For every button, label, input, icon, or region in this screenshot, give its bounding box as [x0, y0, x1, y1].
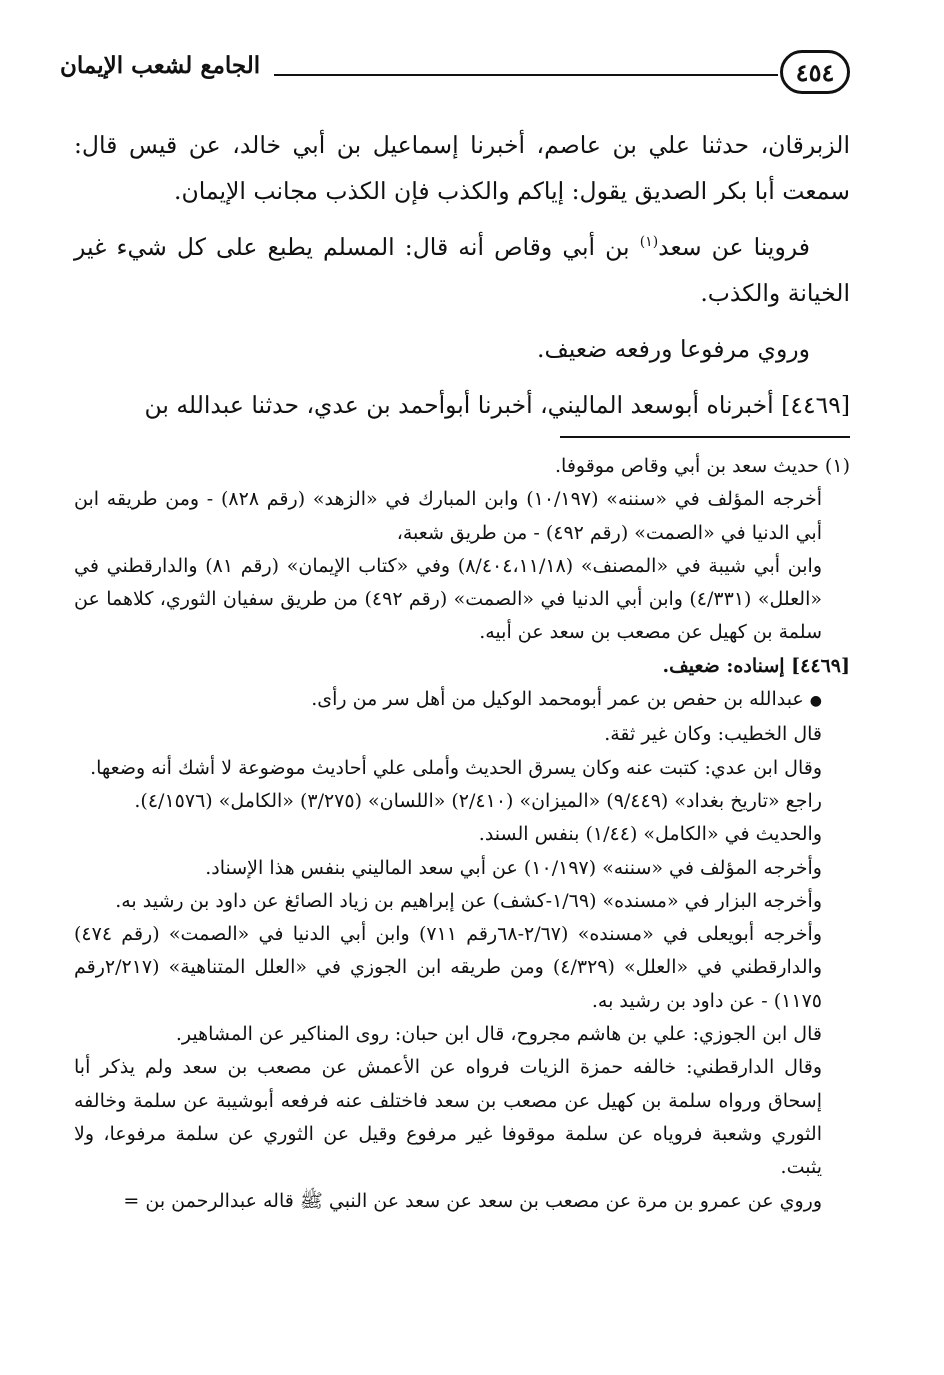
footnote: وقال الدارقطني: خالفه حمزة الزيات فرواه عن الأعمش عن مصعب بن سعد ولم يذكر أبا إسحاق ورواه سلمة بن كهيل عن مصعب بن سعد فاختلف عنه فرفعه أبوشيبة عن سلمة وخالفه الثوري وشعبة فروياه عن سلمة موقوفا غير مرفوع وقيل عن الثوري عن سلمة مرفوعا، ولا يثبت.: [74, 1056, 822, 1179]
footnote-label: [٤٤٦٩] إسناده:: [726, 654, 850, 677]
footnote: راجع «تاريخ بغداد» (٩/٤٤٩) «الميزان» (٢/٤١٠) «اللسان» (٣/٢٧٥) «الكامل» (٤/١٥٧٦).: [134, 789, 822, 812]
footnote: (١) حديث سعد بن أبي وقاص موقوفا.: [555, 455, 850, 477]
footnotes: [74, 450, 850, 1218]
paragraph-text: بن أبي وقاص أنه قال: المسلم يطبع على كل شيء غير الخيانة والكذب.: [74, 233, 850, 307]
bullet-icon: ●: [809, 693, 822, 710]
footnote: وقال ابن عدي: كتبت عنه وكان يسرق الحديث وأملى علي أحاديث موضوعة لا أشك أنه وضعها.: [90, 756, 822, 779]
footnote: قال ابن الجوزي: علي بن هاشم مجروح، قال ابن حبان: روى المناكير عن المشاهير.: [175, 1023, 822, 1046]
footnote: [74, 650, 850, 683]
footnote: وأخرجه المؤلف في «سننه» (١٠/١٩٧) عن أبي سعد الماليني بنفس هذا الإسناد.: [205, 856, 822, 879]
main-text: [74, 122, 850, 438]
page-header: [60, 44, 850, 108]
footnote: [74, 683, 850, 718]
footnote: وروي عن عمرو بن مرة عن مصعب بن سعد عن سعد عن النبي ﷺ قاله عبدالرحمن بن =: [123, 1189, 822, 1212]
paragraph: وروي مرفوعا ورفعه ضعيف.: [536, 335, 810, 363]
book-title: الجامع لشعب الإيمان: [60, 52, 261, 79]
paragraph: الزبرقان، حدثنا علي بن عاصم، أخبرنا إسماعيل بن أبي خالد، عن قيس قال: سمعت أبا بكر الصديق يقول: إياكم والكذب فإن الكذب مجانب الإيمان.: [74, 131, 850, 205]
paragraph-text: فروينا عن سعد: [658, 233, 810, 261]
footnote: وأخرجه البزار في «مسنده» (١/٦٩-كشف) عن إبراهيم بن زياد الصائغ عن داود بن رشيد به.: [115, 889, 822, 912]
footnote-text: عبدالله بن حفص بن عمر أبومحمد الوكيل من أهل سر من رأى.: [311, 688, 804, 711]
footnote-marker: (١): [639, 234, 659, 251]
footnote: وابن أبي شيبة في «المصنف» (٨/٤٠٤،١١/١٨) وفي «كتاب الإيمان» (رقم ٨١) والدارقطني في «العلل» (٤/٣٣١) وابن أبي الدنيا في «الصمت» (رقم ٤٩٢) من طريق سفيان الثوري، كلاهما عن سلمة بن كهيل عن مصعب بن سعد عن أبيه.: [74, 554, 822, 644]
paragraph: [74, 224, 850, 316]
paragraph: [٤٤٦٩] أخبرناه أبوسعد الماليني، أخبرنا أبوأحمد بن عدي، حدثنا عبدالله بن: [144, 391, 850, 419]
footnote-text: ضعيف.: [662, 654, 727, 677]
page-number: ٤٥٤: [780, 50, 850, 94]
footnote: أخرجه المؤلف في «سننه» (١٠/١٩٧) وابن المبارك في «الزهد» (رقم ٨٢٨) - ومن طريقه ابن أبي الدنيا في «الصمت» (رقم ٤٩٢) - من طريق شعبة،: [74, 488, 823, 544]
footnote-separator: [560, 436, 850, 438]
footnote: والحديث في «الكامل» (١/٤٤) بنفس السند.: [478, 823, 822, 846]
footnote: وأخرجه أبويعلى في «مسنده» (٢/٦٧-٦٨رقم ٧١١) وابن أبي الدنيا في «الصمت» (رقم ٤٧٤) والدارقطني في «العلل» (٤/٣٢٩) ومن طريقه ابن الجوزي في «العلل المتناهية» (٢/٢١٧رقم ١١٧٥) - عن داود بن رشيد به.: [74, 923, 822, 1012]
header-rule: [274, 74, 778, 76]
footnote: قال الخطيب: وكان غير ثقة.: [604, 723, 822, 746]
